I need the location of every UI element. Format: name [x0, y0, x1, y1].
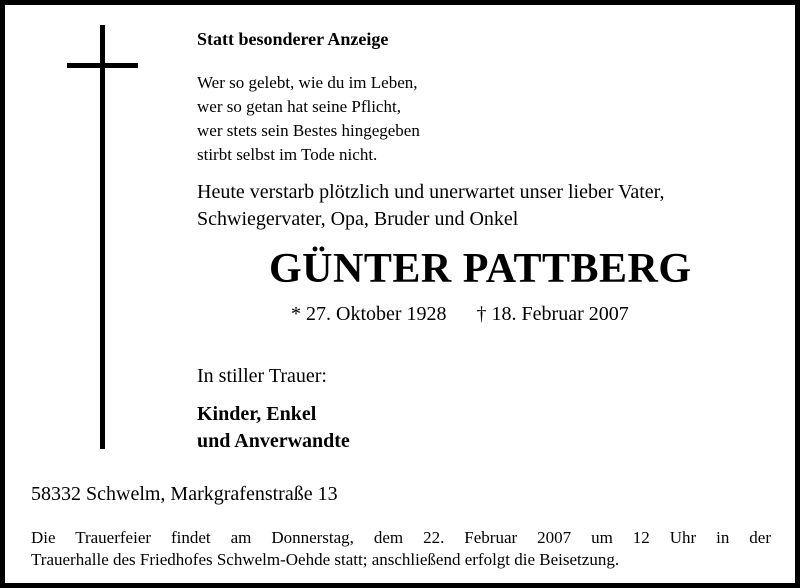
death-announcement	[197, 179, 665, 233]
funeral-notice-line: Trauerhalle des Friedhofes Schwelm-Oehde statt; anschließend erfolgt die Beisetzung.	[31, 550, 620, 569]
mourners-line: Kinder, Enkel	[197, 403, 317, 425]
announcement-line: Schwiegervater, Opa, Bruder und Onkel	[197, 208, 519, 230]
cross-icon	[100, 25, 105, 449]
memorial-poem	[197, 71, 420, 167]
funeral-notice	[31, 527, 771, 571]
mourners	[197, 401, 350, 455]
death-date: † 18. Februar 2007	[476, 303, 629, 325]
deceased-name: GÜNTER PATTBERG	[269, 246, 692, 292]
family-address: 58332 Schwelm, Markgrafenstraße 13	[31, 483, 338, 505]
deceased-name-row	[5, 245, 800, 293]
funeral-notice-line: Die Trauerfeier findet am Donnerstag, dem 22. Februar 2007 um 12 Uhr in der	[31, 528, 771, 547]
cross-icon-bar	[67, 63, 138, 68]
poem-line: wer stets sein Bestes hingegeben	[197, 121, 420, 140]
poem-line: wer so getan hat seine Pflicht,	[197, 97, 401, 116]
mourners-line: und Anverwandte	[197, 430, 350, 452]
announcement-line: Heute verstarb plötzlich und unerwartet unser lieber Vater,	[197, 181, 665, 203]
life-dates	[291, 303, 629, 326]
mourning-label: In stiller Trauer:	[197, 365, 327, 387]
poem-line: Wer so gelebt, wie du im Leben,	[197, 73, 418, 92]
notice-heading: Statt besonderer Anzeige	[197, 29, 389, 49]
poem-line: stirbt selbst im Tode nicht.	[197, 145, 378, 164]
birth-date: * 27. Oktober 1928	[291, 303, 447, 325]
